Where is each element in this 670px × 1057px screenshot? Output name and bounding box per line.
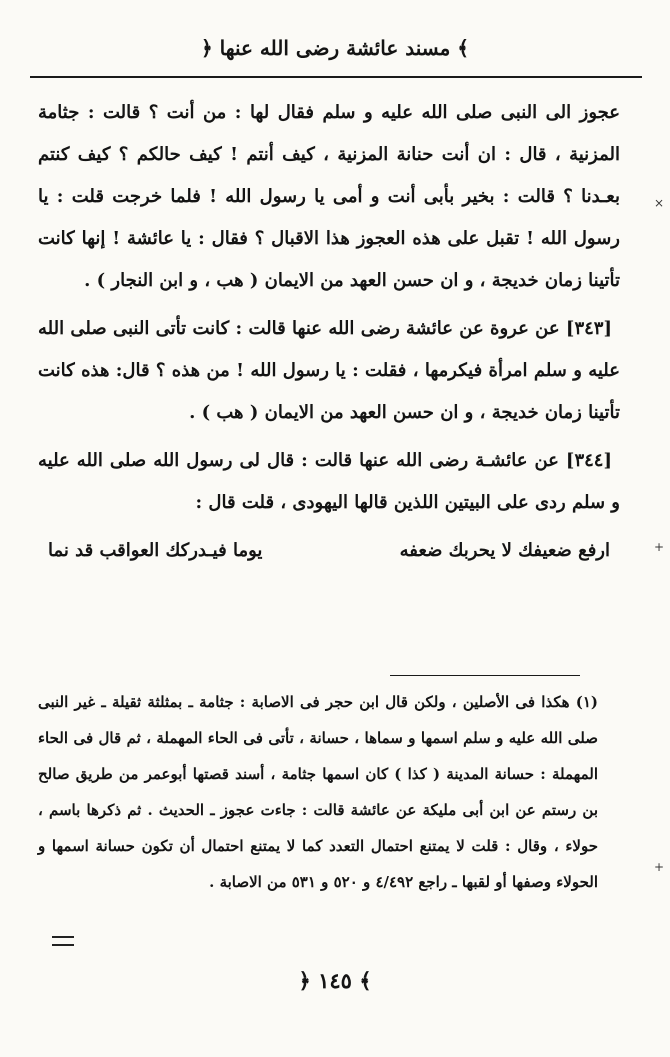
footnote-1: (١) هكذا فى الأصلين ، ولكن قال ابن حجر فى الاصابة : جثامة ـ بمثلثة ثقيلة ـ غير النبى صلى الله عليه و سلم اسمها و سماها ، حسانة ، تأتى فى الحاء المهملة ، ثم قال فى الحاء المهملة : حسانة المدينة ( كذا ) كان اسمها جثامة ، أسند قصتها أبوعمر من طريق صالح بن رستم عن ابن أبى مليكة عن عائشة قالت : جاءت عجوز ـ الحديث . ثم ذكرها باسم ، حولاء ، وقال : قلت لا يمتنع احتمال التعدد كما لا يمتنع احتمال أن تكون حسانة اسمها و الحولاء وصفها أو لقبها ـ راجع ٤/٤٩٢ و ٥٢٠ و ٥٣١ من الاصابة .	[38, 693, 598, 891]
verse-hemistich-2: يوما فيـدركك العواقب قد نما	[48, 540, 263, 561]
margin-mark: +	[653, 540, 664, 554]
paragraph-1: عجوز الى النبى صلى الله عليه و سلم فقال لها : من أنت ؟ قالت : جثامة المزنية ، قال : ان أنت حنانة المزنية ، كيف أنتم ! كيف حالكم ؟ كيف كنتم بعـدنا ؟ قالت : بخير بأبى أنت و أمى يا رسول الله ! فلما خرجت قلت : يا رسول الله ! تقبل على هذه العجوز هذا الاقبال ؟ فقال : يا عائشة ! إنها كانت تأتينا زمان خديجة ، و ان حسن العهد من الايمان ( هب ، و ابن النجار ) .	[38, 102, 620, 291]
page-number: ﴿ ١٤٥ ﴾	[298, 968, 372, 993]
paragraph-343: [٣٤٣] عن عروة عن عائشة رضى الله عنها قالت : كانت تأتى النبى صلى الله عليه و سلم امرأة فيكرمها ، فقلت : يا رسول الله ! من هذه ؟ قال: هذه كانت تأتينا زمان خديجة ، و ان حسن العهد من الايمان ( هب ) .	[38, 318, 620, 423]
footnote-rule	[390, 675, 580, 676]
continuation-mark	[52, 936, 74, 946]
header-rule	[30, 76, 642, 78]
verse-hemistich-1: ارفع ضعيفك لا يحربك ضعفه	[399, 540, 610, 561]
paragraph-344: [٣٤٤] عن عائشـة رضى الله عنها قالت : قال لى رسول الله صلى الله عليه و سلم ردى على البيتين اللذين قالها اليهودى ، قلت قال :	[38, 450, 620, 513]
running-header: ﴿ مسند عائشة رضى الله عنها ﴾	[200, 36, 470, 60]
margin-mark: ×	[653, 196, 664, 210]
poem-verse	[38, 530, 620, 572]
footnotes	[38, 684, 598, 900]
margin-mark: +	[653, 860, 664, 874]
main-text	[38, 92, 620, 572]
